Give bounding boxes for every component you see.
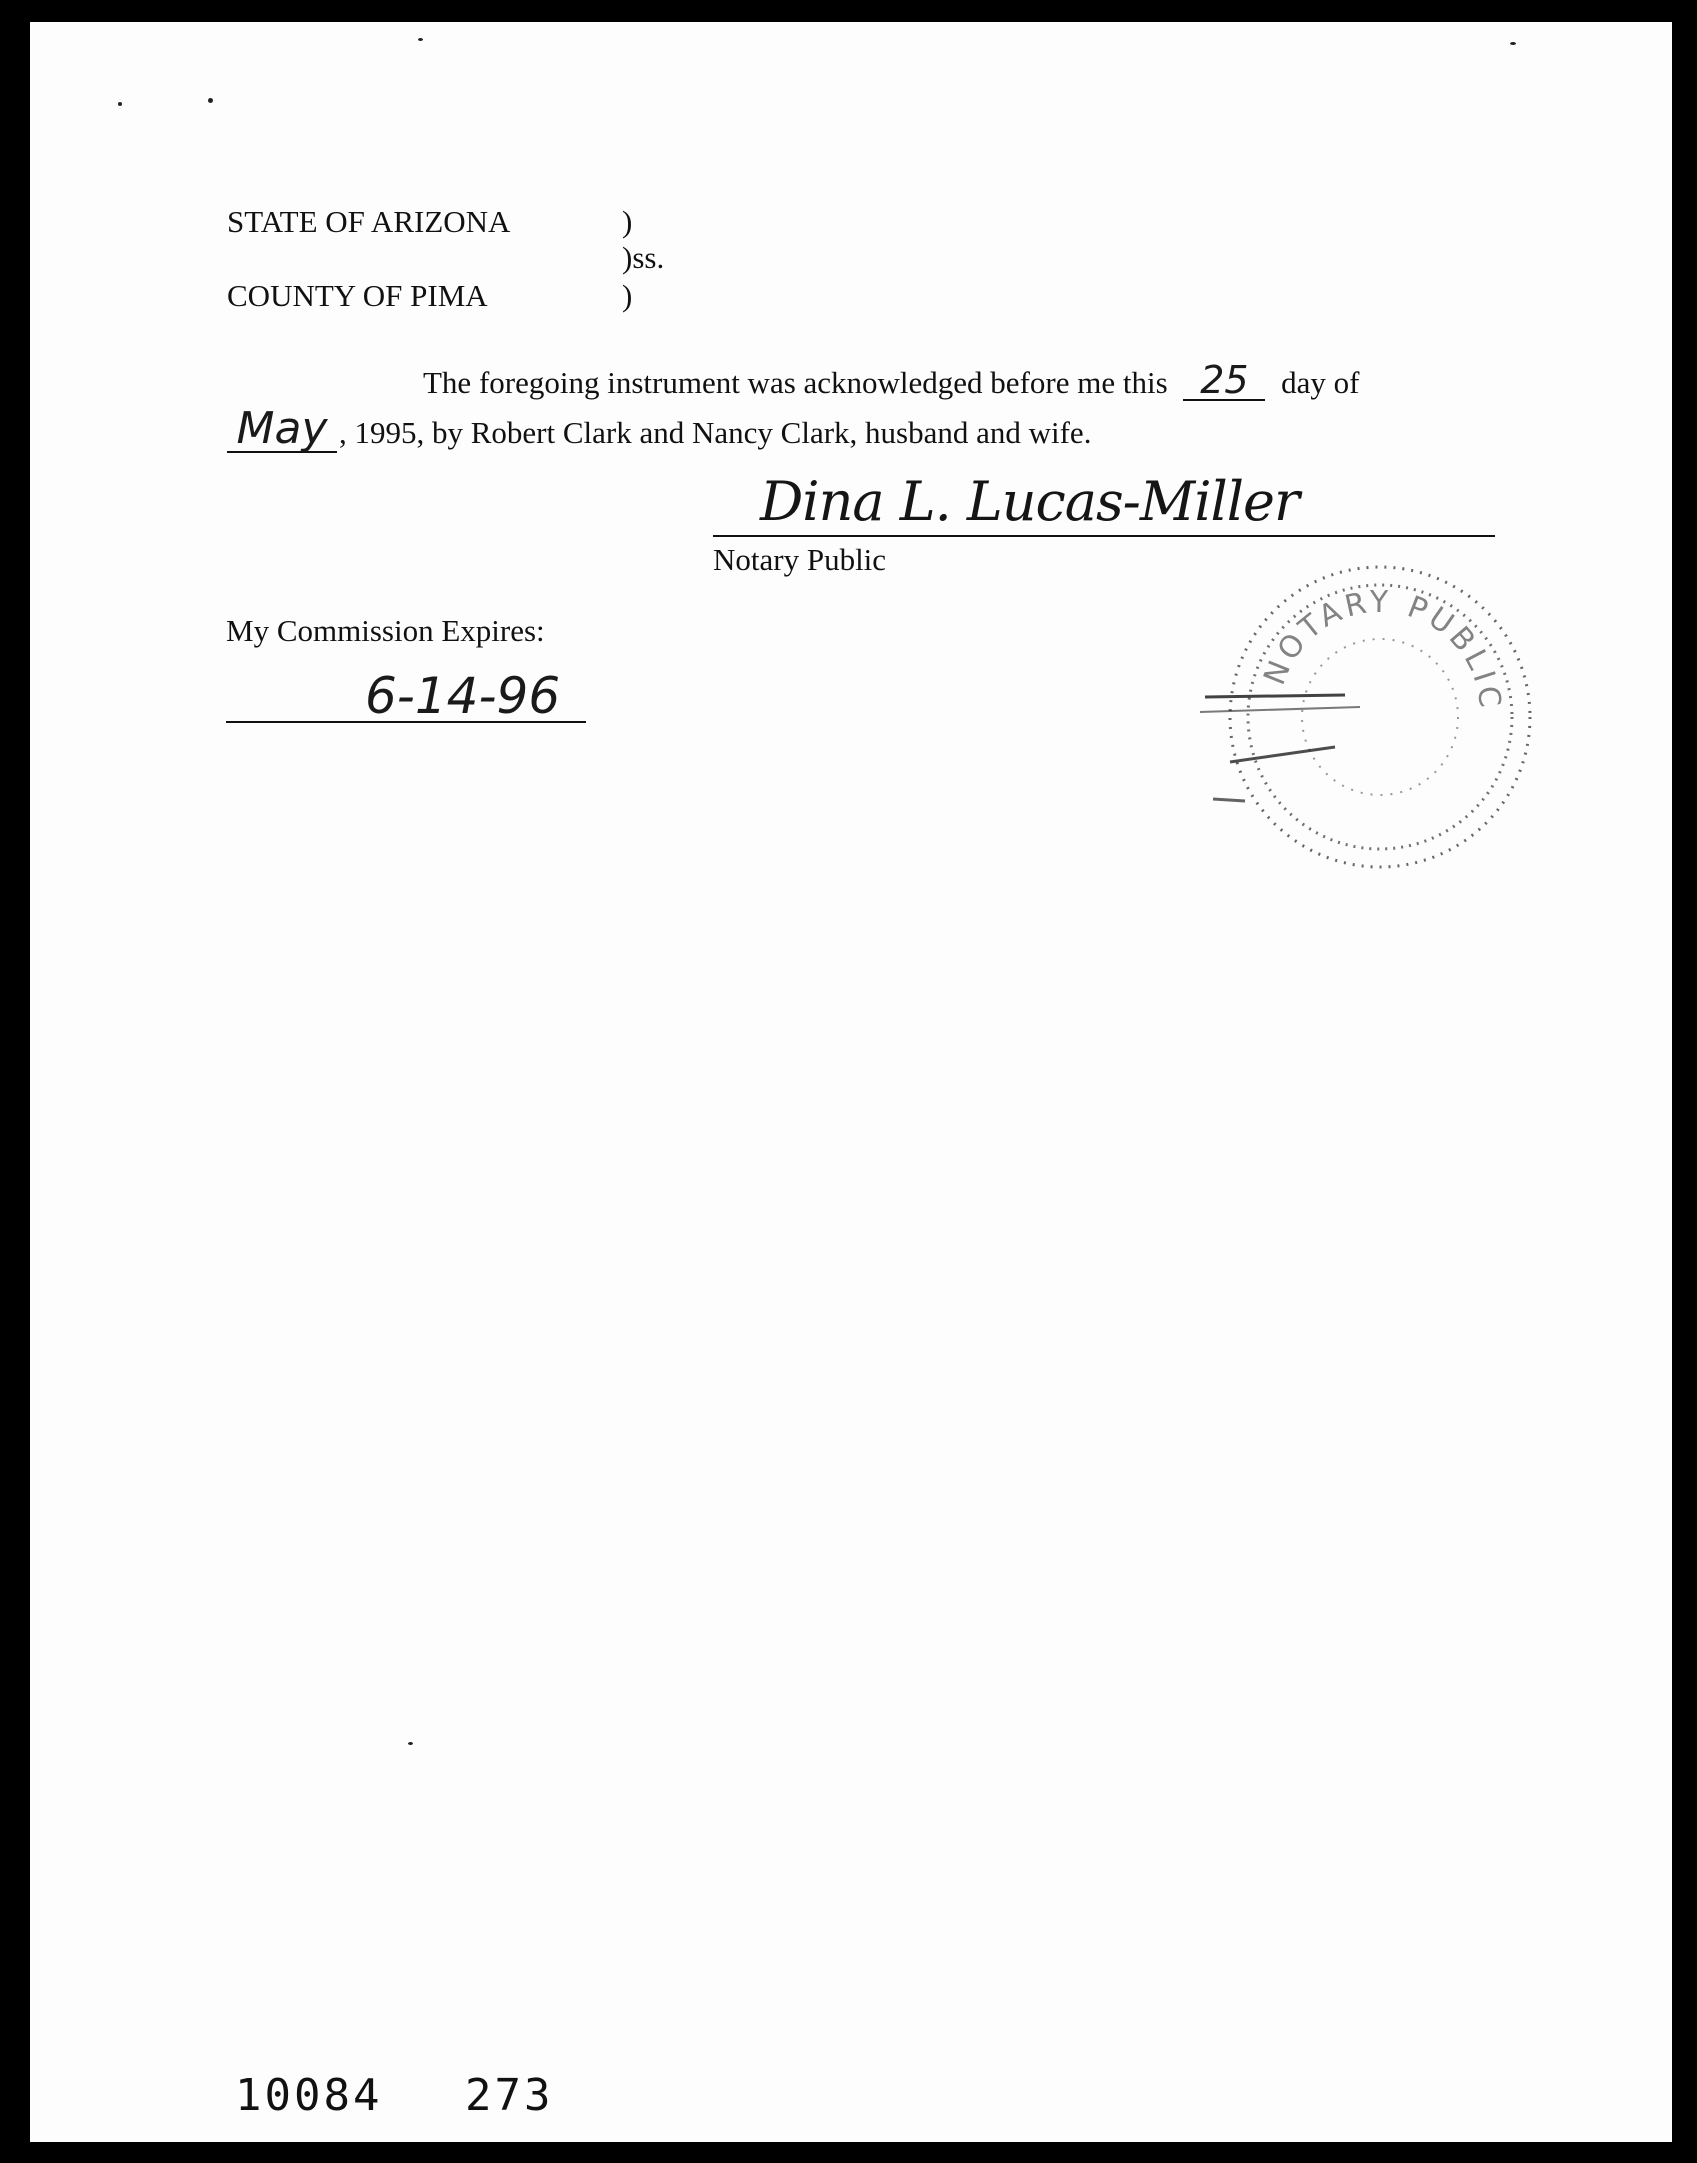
acknowledgment-prefix: The foregoing instrument was acknowledged before me this — [423, 365, 1168, 400]
document-page — [30, 22, 1672, 2142]
commission-expires-label: My Commission Expires: — [226, 613, 545, 648]
scan-speck — [418, 38, 423, 41]
acknowledgment-month: May — [227, 407, 337, 453]
scan-speck — [208, 98, 213, 103]
acknowledgment-parties: , 1995, by Robert Clark and Nancy Clark, husband and wife. — [339, 415, 1092, 450]
svg-text:NOTARY PUBLIC — [1257, 585, 1507, 713]
recording-document-number: 10084 — [235, 2070, 383, 2121]
acknowledgment-line-1 — [423, 358, 1360, 402]
acknowledgment-day-of: day of — [1281, 365, 1360, 400]
seal-text: NOTARY PUBLIC — [1257, 584, 1508, 714]
notary-public-label: Notary Public — [713, 542, 887, 577]
acknowledgment-line-2 — [227, 403, 1092, 454]
scan-speck — [408, 1742, 413, 1745]
commission-expiration-date: 6-14-96 — [365, 667, 561, 725]
venue-bracket-bottom: ) — [622, 278, 633, 313]
signature-line — [713, 535, 1495, 537]
venue-state: STATE OF ARIZONA — [227, 204, 511, 239]
notary-seal — [1185, 547, 1575, 907]
commission-date-line — [226, 721, 586, 723]
scan-speck — [1510, 42, 1516, 45]
recording-page-number: 273 — [465, 2070, 554, 2121]
venue-bracket-top: ) — [622, 204, 633, 239]
acknowledgment-day: 25 — [1183, 361, 1265, 401]
notary-signature: Dina L. Lucas-Miller — [760, 470, 1299, 533]
venue-bracket-ss: )ss. — [622, 240, 665, 275]
venue-county: COUNTY OF PIMA — [227, 278, 488, 313]
scan-speck — [118, 102, 122, 106]
